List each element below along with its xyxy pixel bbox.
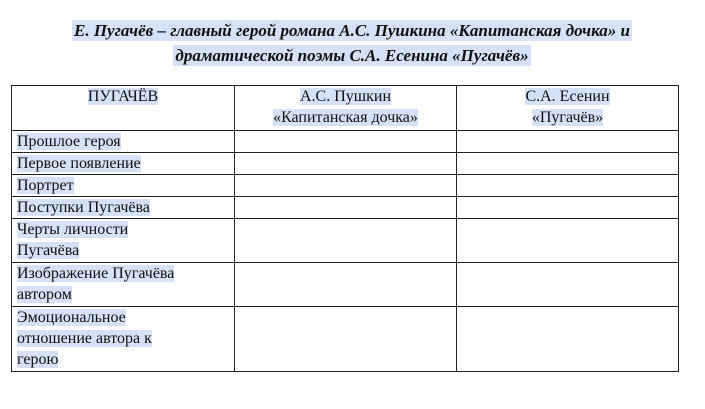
row-label-line: автором <box>17 286 72 303</box>
esenin-cell[interactable] <box>457 197 679 219</box>
row-label-line: герою <box>17 351 59 368</box>
row-label-cell <box>12 131 235 153</box>
row-label-cell <box>12 197 235 219</box>
title-line-2: драматической поэмы С.А. Есенина «Пугачёв» <box>175 46 529 65</box>
row-label-cell <box>12 307 235 372</box>
table-row <box>12 219 679 263</box>
header-esenin-author: С.А. Есенин <box>525 88 610 105</box>
table-row <box>12 153 679 175</box>
pushkin-cell[interactable] <box>235 263 457 307</box>
row-label-line: Черты личности <box>17 221 129 238</box>
table-header-row <box>12 86 679 131</box>
pushkin-cell[interactable] <box>235 175 457 197</box>
pushkin-cell[interactable] <box>235 219 457 263</box>
row-label: Портрет <box>17 177 74 194</box>
esenin-cell[interactable] <box>457 307 679 372</box>
table-row <box>12 307 679 372</box>
esenin-cell[interactable] <box>457 263 679 307</box>
header-esenin-work: «Пугачёв» <box>531 109 604 126</box>
esenin-cell[interactable] <box>457 175 679 197</box>
table-row <box>12 131 679 153</box>
pushkin-cell[interactable] <box>235 131 457 153</box>
row-label-line: отношение автора к <box>17 330 152 347</box>
comparison-table <box>11 85 679 372</box>
row-label-cell <box>12 219 235 263</box>
esenin-cell[interactable] <box>457 131 679 153</box>
header-main-label: ПУГАЧЁВ <box>87 88 159 105</box>
document-title <box>22 18 682 68</box>
header-cell-pushkin <box>235 86 457 131</box>
row-label-line: Эмоциональное <box>17 309 126 326</box>
row-label: Поступки Пугачёва <box>17 199 150 216</box>
row-label-line: Изображение Пугачёва <box>17 265 175 282</box>
title-line-1: Е. Пугачёв – главный герой романа А.С. Пушкина «Капитанская дочка» и <box>73 21 631 40</box>
table-row <box>12 263 679 307</box>
esenin-cell[interactable] <box>457 153 679 175</box>
row-label-cell <box>12 153 235 175</box>
row-label: Прошлое героя <box>17 133 121 150</box>
row-label: Первое появление <box>17 155 141 172</box>
esenin-cell[interactable] <box>457 219 679 263</box>
pushkin-cell[interactable] <box>235 307 457 372</box>
row-label-line: Пугачёва <box>17 242 80 259</box>
header-cell-esenin <box>457 86 679 131</box>
table-row <box>12 197 679 219</box>
pushkin-cell[interactable] <box>235 153 457 175</box>
pushkin-cell[interactable] <box>235 197 457 219</box>
header-cell-main <box>12 86 235 131</box>
header-pushkin-author: А.С. Пушкин <box>300 88 391 105</box>
row-label-cell <box>12 175 235 197</box>
header-pushkin-work: «Капитанская дочка» <box>273 109 418 126</box>
table-row <box>12 175 679 197</box>
row-label-cell <box>12 263 235 307</box>
